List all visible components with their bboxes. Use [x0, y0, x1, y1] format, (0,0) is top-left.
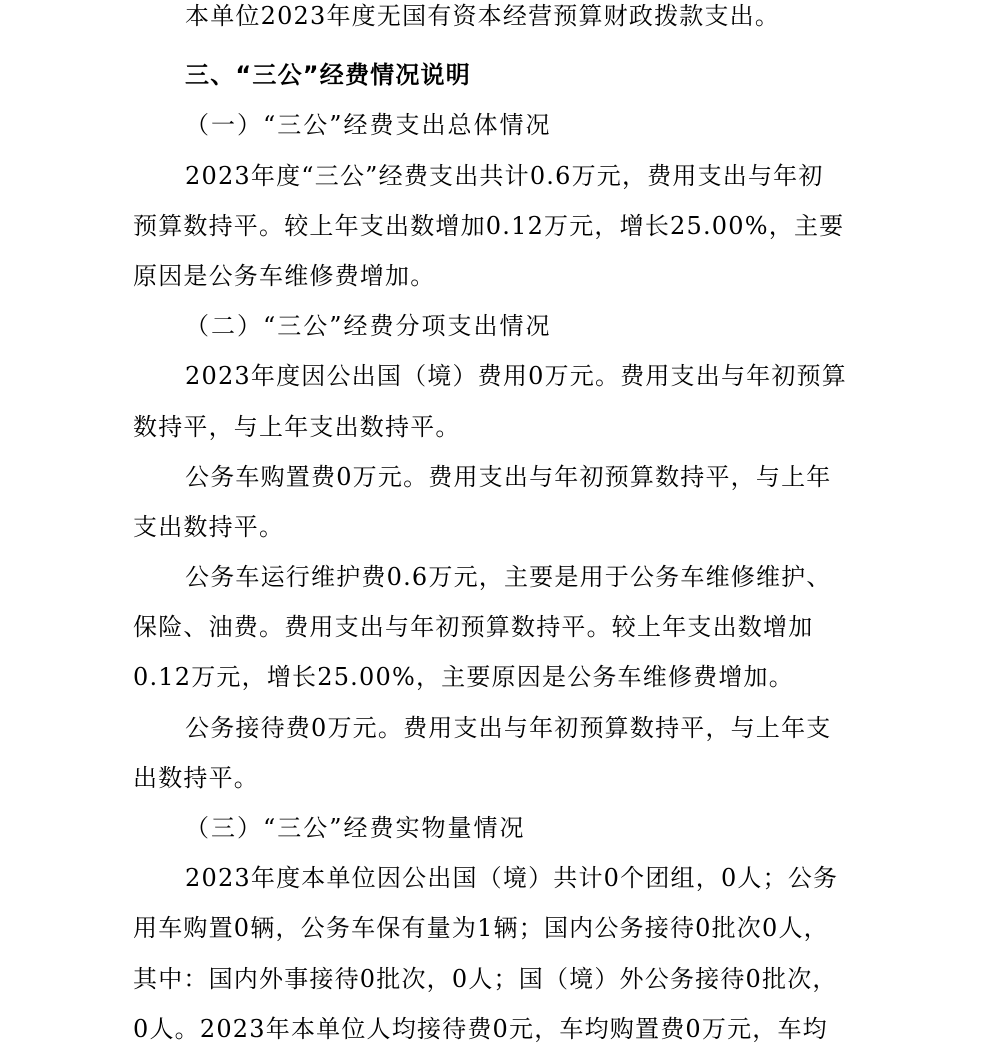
- paragraph-line: 0人。2023年本单位人均接待费0元，车均购置费0万元，车均: [133, 1014, 828, 1043]
- paragraph-line: 出数持平。: [133, 763, 259, 792]
- paragraph-line: 0.12万元，增长25.00%，主要原因是公务车维修费增加。: [133, 663, 794, 692]
- section-heading: 三、“三公”经费情况说明: [185, 61, 471, 90]
- paragraph-line: 公务车运行维护费0.6万元，主要是用于公务车维修维护、: [185, 563, 832, 592]
- paragraph-line: 用车购置0辆，公务车保有量为1辆；国内公务接待0批次0人，: [133, 914, 829, 943]
- subsection-heading: （一）“三公”经费支出总体情况: [185, 111, 552, 140]
- paragraph-line: 2023年度“三公”经费支出共计0.6万元，费用支出与年初: [185, 161, 824, 190]
- subsection-heading: （三）“三公”经费实物量情况: [185, 814, 526, 842]
- paragraph-line: 2023年度本单位因公出国（境）共计0个团组，0人；公务: [185, 864, 839, 893]
- document-page: [133, 0, 878, 1054]
- paragraph-line: 本单位2023年度无国有资本经营预算财政拨款支出。: [185, 2, 781, 30]
- paragraph-line: 数持平，与上年支出数持平。: [133, 412, 461, 441]
- paragraph-line: 支出数持平。: [133, 512, 285, 541]
- subsection-heading: （二）“三公”经费分项支出情况: [185, 312, 552, 341]
- paragraph-line: 公务车购置费0万元。费用支出与年初预算数持平，与上年: [185, 462, 832, 491]
- paragraph-line: 公务接待费0万元。费用支出与年初预算数持平，与上年支: [185, 713, 832, 742]
- paragraph-line: 保险、油费。费用支出与年初预算数持平。较上年支出数增加: [133, 613, 814, 642]
- paragraph-line: 预算数持平。较上年支出数增加0.12万元，增长25.00%，主要: [133, 211, 845, 240]
- paragraph-line: 原因是公务车维修费增加。: [133, 261, 436, 290]
- paragraph-line: 其中：国内外事接待0批次，0人；国（境）外公务接待0批次，: [133, 964, 838, 993]
- paragraph-line: 2023年度因公出国（境）费用0万元。费用支出与年初预算: [185, 362, 847, 391]
